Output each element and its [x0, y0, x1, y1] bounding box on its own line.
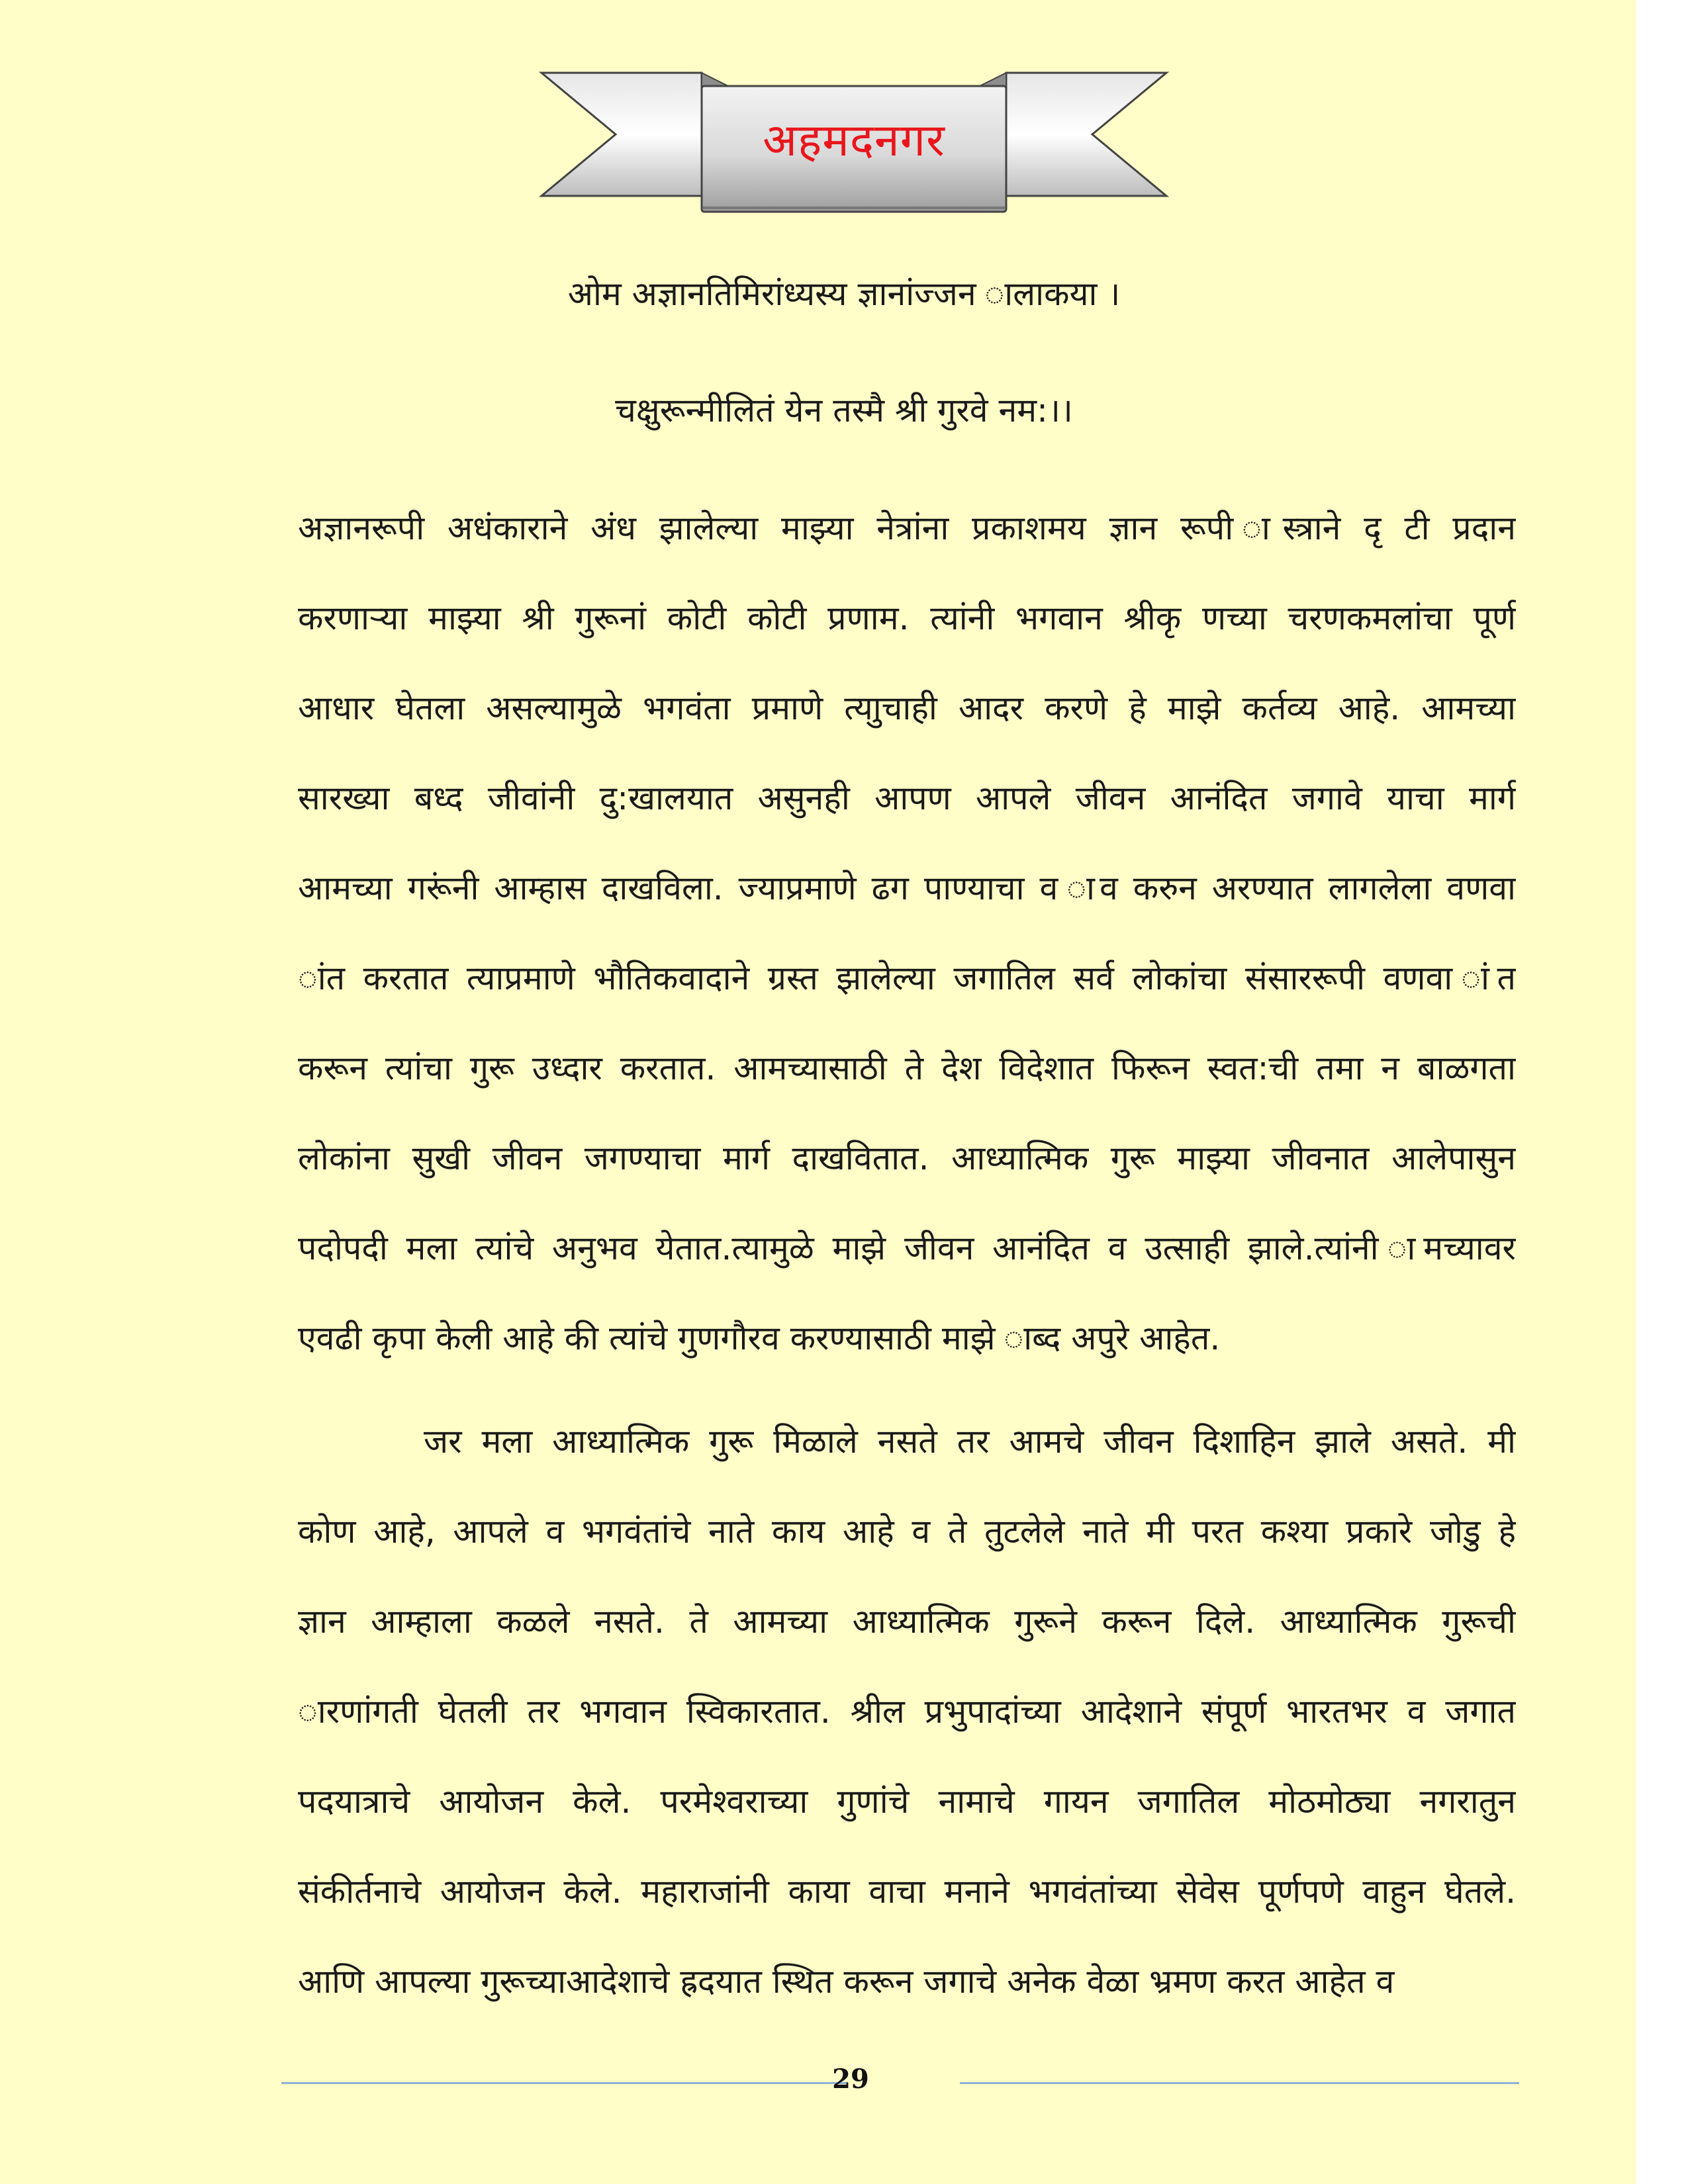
paragraph-line: अज्ञानरूपी अधंकाराने अंध झालेल्या माझ्या नेत्रांना प्रकाशमय ज्ञान रूपी ास्त्राने दृ टी प्रदान [298, 509, 1516, 547]
ribbon-left-tail [541, 73, 702, 196]
footer-rule-right [960, 2082, 1519, 2084]
paragraph-line: ज्ञान आम्हाला कळले नसते. ते आमच्या आध्यात्मिक गुरूने करून दिले. आध्यात्मिक गुरूची [298, 1602, 1516, 1641]
paragraph-line: ारणांगती घेतली तर भगवान स्विकारतात. श्रील प्रभुपादांच्या आदेशाने संपूर्ण भारतभर व जगात [298, 1692, 1516, 1731]
paragraph-line: सारख्या बध्द जीवांनी दु:खालयात असुनही आपण आपले जीवन आनंदित जगावे याचा मार्ग [298, 779, 1516, 817]
title-banner [536, 66, 1172, 225]
paragraph-line: जर मला आध्यात्मिक गुरू मिळाले नसते तर आमचे जीवन दिशाहिन झाले असते. मी [424, 1422, 1516, 1461]
paragraph-line: पदोपदी मला त्यांचे अनुभव येतात.त्यामुळे माझे जीवन आनंदित व उत्साही झाले.त्यांनी ामच्यावर [298, 1229, 1516, 1267]
paragraph-2 [298, 1396, 1516, 2026]
paragraph-line: आधार घेतला असल्यामुळे भगवंता प्रमाणे त्याुचाही आदर करणे हे माझे कर्तव्य आहे. आमच्या [298, 689, 1516, 727]
footer-rule-left [281, 2082, 847, 2084]
paragraph-line: करून त्यांचा गुरू उध्दार करतात. आमच्यासाठी ते देश विदेशात फिरून स्वत:ची तमा न बाळगता [298, 1049, 1516, 1087]
page-title: अहमदनगर [763, 114, 945, 167]
paragraph-line: लोकांना सुखी जीवन जगण्याचा मार्ग दाखवितात. आध्यात्मिक गुरू माझ्या जीवनात आलेपासुन [298, 1139, 1516, 1177]
page-number: 29 [832, 2064, 869, 2095]
paragraph-line: संकीर्तनाचे आयोजन केले. महाराजांनी काया वाचा मनाने भगवंतांच्या सेवेस पूर्णपणे वाहुन घेतले. [298, 1872, 1516, 1911]
paragraph-line: आमच्या गरूंनी आम्हास दाखविला. ज्याप्रमाणे ढग पाण्याचा व ाव करुन अरण्यात लागलेला वणवा [298, 869, 1516, 907]
paragraph-line: ांत करतात त्याप्रमाणे भौतिकवादाने ग्रस्त झालेल्या जगातिल सर्व लोकांचा संसाररूपी वणवा ांत [298, 959, 1516, 997]
paragraph-line: कोण आहे, आपले व भगवंतांचे नाते काय आहे व ते तुटलेले नाते मी परत कश्या प्रकारे जोडु हे [298, 1512, 1516, 1551]
paragraph-1 [298, 483, 1516, 1383]
ribbon-right-tail [1006, 73, 1166, 196]
page-right-margin-strip [1636, 0, 1688, 2184]
paragraph-line: एवढी कृपा केली आहे की त्यांचे गुणगौरव करण्यासाठी माझे ाब्द अपुरे आहेत. [298, 1319, 1221, 1357]
paragraph-line: आणि आपल्या गुरूच्याआदेशाचे ह्रदयात स्थित करून जगाचे अनेक वेळा भ्रमण करत आहेत व [298, 1962, 1395, 2001]
invocation-line-2: चक्षुरून्मीलितं येन तस्मै श्री गुरवे नम:।। [615, 391, 1073, 430]
paragraph-line: करणाऱ्या माझ्या श्री गुरूनां कोटी कोटी प्रणाम. त्यांनी भगवान श्रीकृ णच्या चरणकमलांचा पूर्ण [298, 599, 1516, 637]
paragraph-line: पदयात्राचे आयोजन केले. परमेश्वराच्या गुणांचे नामाचे गायन जगातिल मोठमोठ्या नगरातुन [298, 1782, 1516, 1821]
invocation-line-1: ओम अज्ञानतिमिरांध्यस्य ज्ञानांज्जन ालाकया । [567, 275, 1121, 313]
